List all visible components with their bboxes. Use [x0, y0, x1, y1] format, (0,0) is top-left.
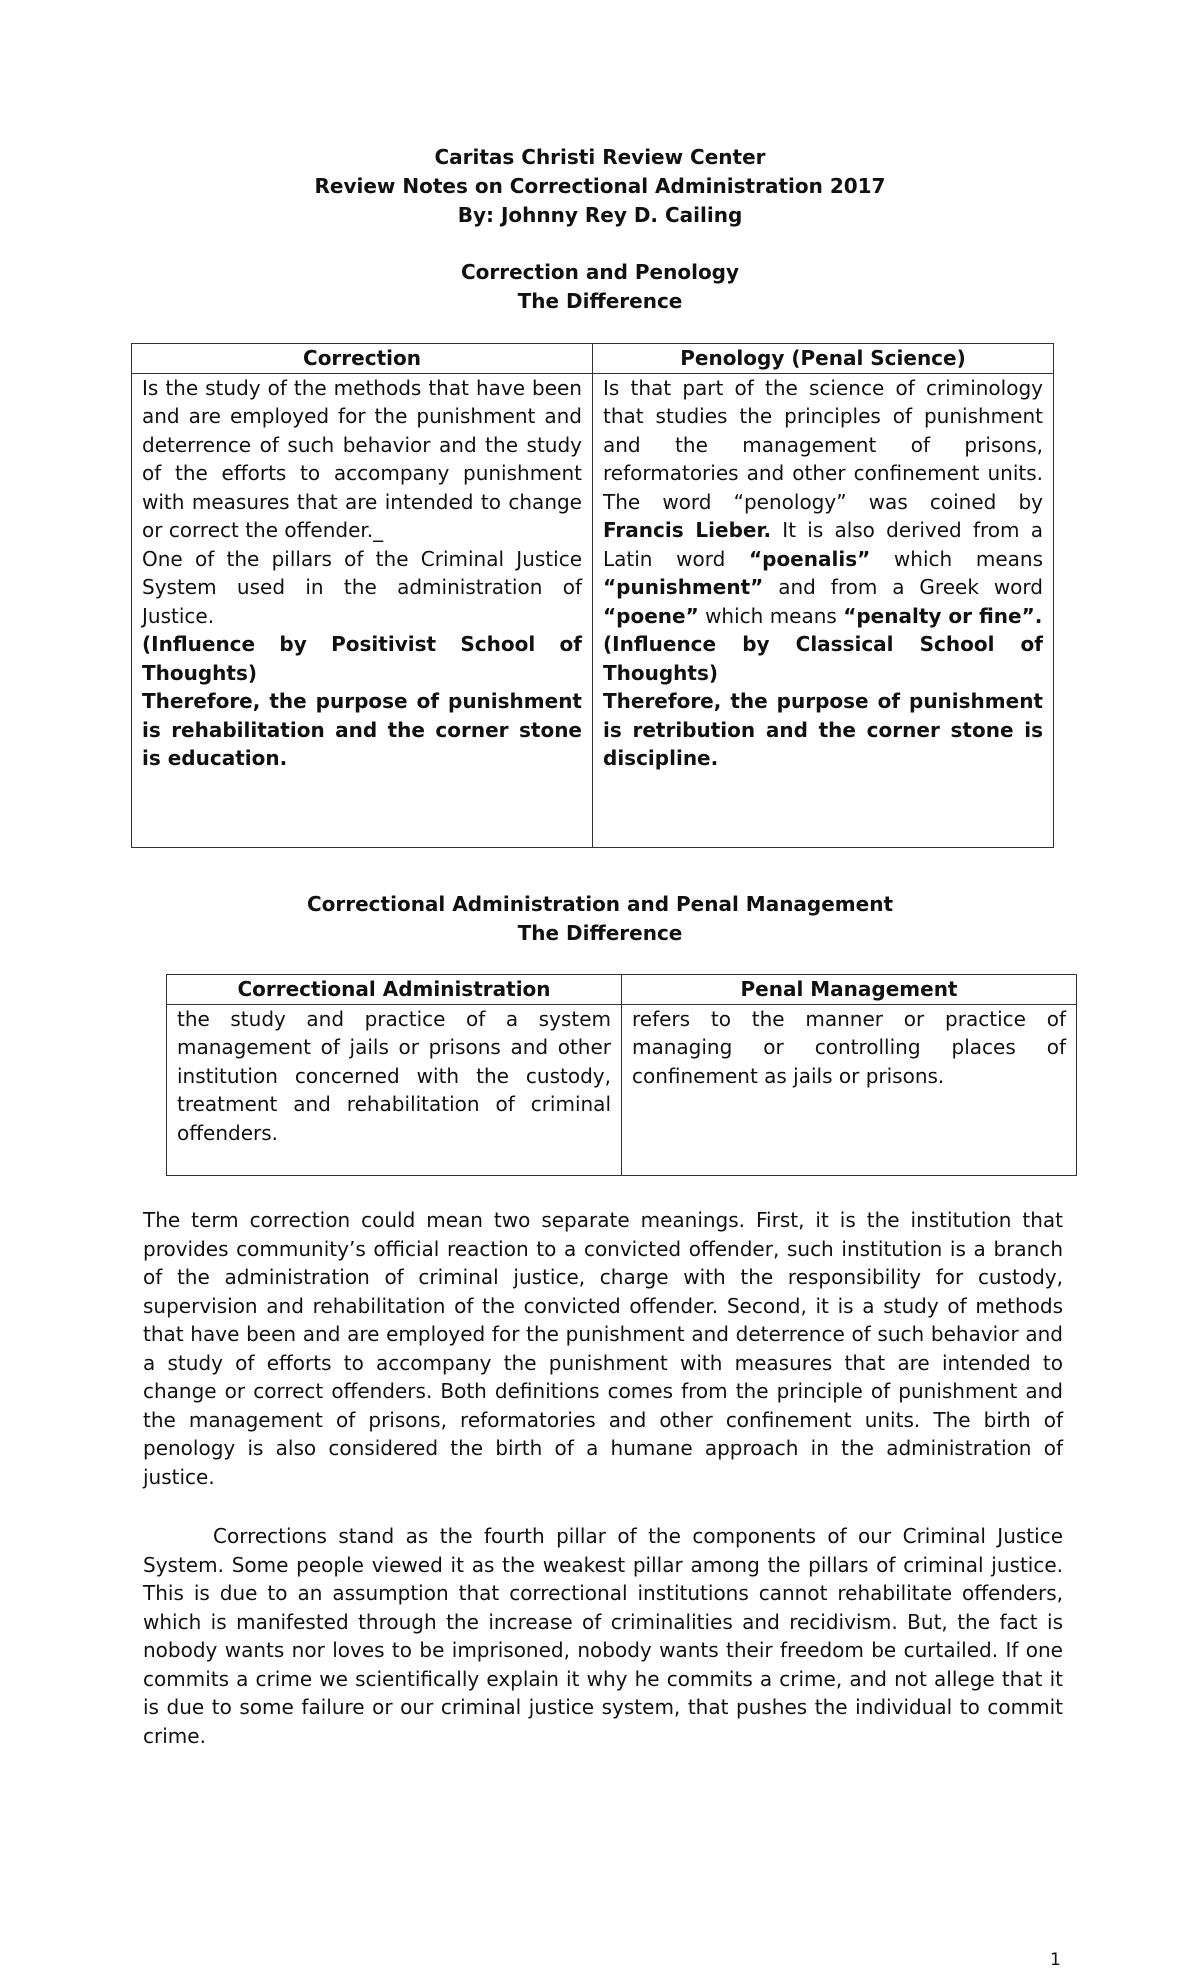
section-title: Correction and Penology	[460, 260, 740, 284]
page-number: 1	[1050, 1950, 1061, 1970]
penology-definition: Is that part of the science of criminology that studies the principles of punishment and the management of prisons, reformatories and other confinement units. The word “penology” was coined by Francis Lieber. It is also derived from a Latin word “poenalis” which means “punishment” and from a Greek word “poene” which means “penalty or fine”.	[603, 375, 1043, 628]
penology-cell	[593, 373, 1054, 847]
correction-penology-table	[131, 343, 1054, 848]
section2-heading	[0, 890, 1200, 948]
body-paragraph-2: Corrections stand as the fourth pillar of the components of our Criminal Justice System. Some people viewed it as the weakest pillar among the pillars of criminal justice. This is due to an assumption that correctional institutions cannot rehabilitate offenders, which is manifested through the increase of criminalities and recidivism. But, the fact is nobody wants nor loves to be imprisoned, nobody wants their freedom be curtailed. If one commits a crime we scientifically explain it why he commits a crime, and not allege that it is due to some failure or our criminal justice system, that pushes the individual to commit crime.	[143, 1524, 1063, 1748]
table-header-penal-management: Penal Management	[622, 975, 1077, 1005]
document-title: Review Notes on Correctional Administration 2017	[314, 174, 886, 198]
author-line: By: Johnny Rey D. Cailing	[457, 203, 743, 227]
document-header	[0, 143, 1200, 316]
table-header-correction: Correction	[132, 344, 593, 374]
penal-management-cell: refers to the manner or practice of managing or controlling places of confinement as jails or prisons.	[622, 1004, 1077, 1175]
section-subtitle: The Difference	[517, 289, 683, 313]
correction-pillar-note: One of the pillars of the Criminal Justice System used in the administration of Justice.	[142, 546, 582, 628]
section2-subtitle: The Difference	[517, 921, 683, 945]
penology-purpose: Therefore, the purpose of punishment is retribution and the corner stone is discipline.	[603, 689, 1043, 770]
correction-influence: (Influence by Positivist School of Thoughts)	[142, 632, 582, 685]
correctional-administration-cell: the study and practice of a system management of jails or prisons and other institution concerned with the custody, treatment and rehabilitation of criminal offenders.	[167, 1004, 622, 1175]
correction-purpose: Therefore, the purpose of punishment is rehabilitation and the corner stone is education.	[142, 689, 582, 770]
table-header-penology: Penology (Penal Science)	[593, 344, 1054, 374]
section2-title: Correctional Administration and Penal Management	[306, 892, 894, 916]
org-title: Caritas Christi Review Center	[434, 145, 766, 169]
table-header-correctional-administration: Correctional Administration	[167, 975, 622, 1005]
correction-cell	[132, 373, 593, 847]
administration-management-table	[166, 974, 1077, 1176]
correction-definition: Is the study of the methods that have been and are employed for the punishment and deterrence of such behavior and the study of the efforts to accompany punishment with measures that are intended to change or correct the offender._	[142, 375, 582, 542]
penology-influence: (Influence by Classical School of Thoughts)	[603, 632, 1043, 685]
body-paragraph-1: The term correction could mean two separate meanings. First, it is the institution that provides community’s official reaction to a convicted offender, such institution is a branch of the administration of criminal justice, charge with the responsibility for custody, supervision and rehabilitation of the convicted offender. Second, it is a study of methods that have been and are employed for the punishment and deterrence of such behavior and a study of efforts to accompany the punishment with measures that are intended to change or correct offenders. Both definitions comes from the principle of punishment and the management of prisons, reformatories and other confinement units. The birth of penology is also considered the birth of a humane approach in the administration of justice.	[143, 1208, 1063, 1489]
